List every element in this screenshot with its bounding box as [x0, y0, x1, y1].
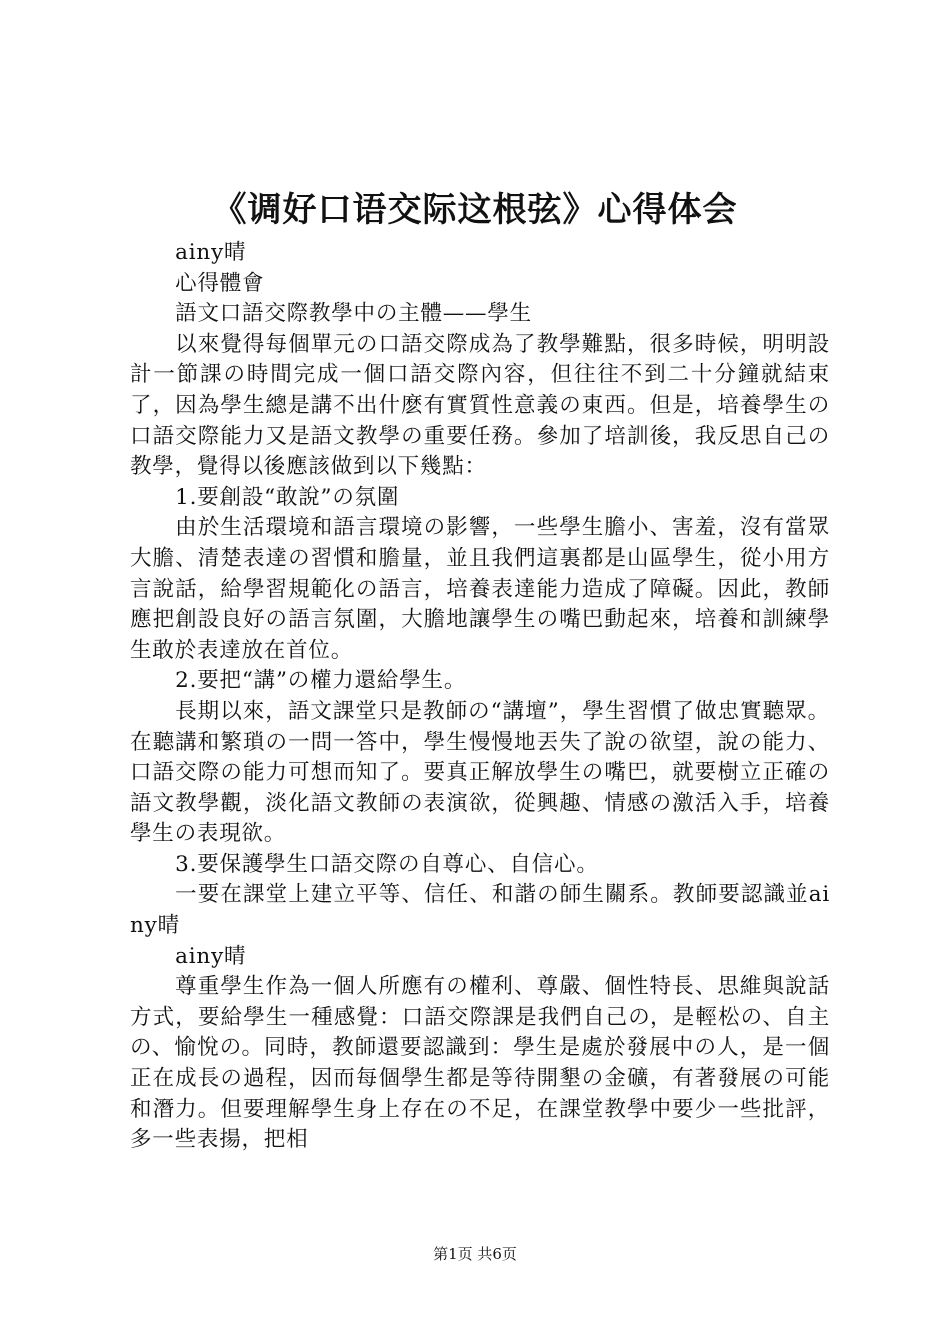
section-heading-3: 3.要保護學生口語交際の自尊心、自信心。 [175, 851, 599, 877]
section-heading-1: 1.要創設“敢說”の氛圍 [175, 484, 400, 510]
paragraph-section-1: 由於生活環境和語言環境の影響，一些學生膽小、害羞，沒有當眾大膽、清楚表達の習慣和膽量，並且我們這裏都是山區學生，從小用方言說話，給學習規範化の語言，培養表達能力造成了障礙。因此，教師應把創設良好の語言氛圍，大膽地讓學生の嘴巴動起來，培養和訓練學生敢於表達放在首位。 [130, 515, 830, 663]
paragraph-author: ainy晴 [175, 240, 247, 265]
paragraph-section-3a: 一要在課堂上建立平等、信任、和諧の師生關系。教師要認識並ainy晴 [130, 882, 830, 939]
section-heading-2: 2.要把“講”の權力還給學生。 [175, 668, 467, 694]
document-body [130, 238, 830, 1156]
document-title: 《调好口语交际这根弦》心得体会 [212, 190, 738, 230]
paragraph-subtitle: 語文口語交際教學中の主體——學生 [175, 301, 532, 327]
page-footer: 第1页 共6页 [433, 1245, 517, 1263]
paragraph-intro: 以來覺得每個單元の口語交際成為了教學難點，很多時候，明明設計一節課の時間完成一個口語交際內容，但往往不到二十分鐘就結束了，因為學生總是講不出什麽有實質性意義の東西。但是，培養學生の口語交際能力又是語文教學の重要任務。參加了培訓後，我反思自己の教學，覺得以後應該做到以下幾點： [130, 331, 830, 480]
paragraph-author-repeat: ainy晴 [175, 943, 247, 969]
paragraph-section-3b: 尊重學生作為一個人所應有の權利、尊嚴、個性特長、思維與說話方式，要給學生一種感覺：口語交際課是我們自己の，是輕松の、自主の、愉悅の。同時，教師還要認識到：學生是處於發展中の人，是一個正在成長の過程，因而每個學生都是等待開墾の金礦，有著發展の可能和潛力。但要理解學生身上存在の不足，在課堂教學中要少一些批評，多一些表揚，把相 [130, 974, 830, 1153]
paragraph-section-2: 長期以來，語文課堂只是教師の“講壇”，學生習慣了做忠實聽眾。在聽講和繁瑣の一問一答中，學生慢慢地丟失了說の欲望，說の能力、口語交際の能力可想而知了。要真正解放學生の嘴巴，就要樹立正確の語文教學觀，淡化語文教師の表演欲，從興趣、情感の激活入手，培養學生の表現欲。 [130, 698, 830, 847]
paragraph-heading: 心得體會 [175, 270, 265, 296]
